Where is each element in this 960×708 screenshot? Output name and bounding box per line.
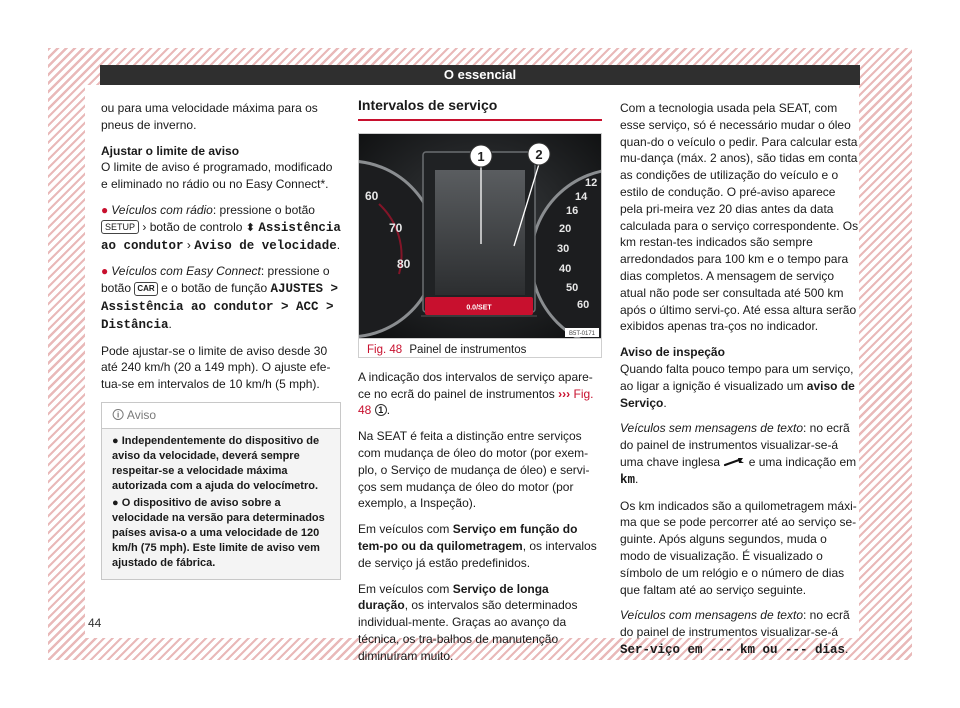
figure-code: B5T-0171: [568, 330, 596, 337]
paragraph: Com a tecnologia usada pela SEAT, com esse serviço, só é necessário mudar o óleo quan-do o veículo o pedir. Para calcular esta mu-dança (máx. 2 anos), são tidas em conta as condições de utilização do veículo e o estilo de condução. O pré-aviso aparece pela pri-meira vez 20 dias antes da data calculada para o serviço correspondente. Os km restan-tes indicados são sempre arredondados para 100 km e o tempo para dias completos. A mensagem de serviço atual não pode ser consultada até 500 km após o último servi-ço. Até essa altura serão exibidos apenas tra-ços no indicador.: [620, 101, 859, 334]
dial-tick-label: 50: [566, 281, 579, 294]
column-1: [101, 100, 341, 580]
paragraph: Em veículos com Serviço de longa duração, os intervalos são determinados individual-mente. Graças ao avanço da técnica, os tra-balhos de manutenção diminuíram muito.: [358, 581, 578, 663]
chapter-header: O essencial: [100, 65, 860, 85]
dial-tick-label: 20: [559, 222, 572, 235]
dial-tick-label: 14: [575, 190, 588, 203]
dial-tick-label: 12: [585, 176, 598, 189]
section-title: Intervalos de serviço: [358, 97, 602, 121]
speedometer-tick-label: 70: [389, 220, 403, 235]
figure-instrument-panel: [358, 133, 602, 358]
paragraph: Quando falta pouco tempo para um serviço, ao ligar a ignição é visualizado um aviso de Serviço.: [620, 361, 855, 410]
bullet-easy-connect: ● Veículos com Easy Connect: pressione o botão CAR e o botão de função AJUSTES > Assistência ao condutor > ACC > Distância.: [101, 264, 339, 332]
dial-tick-label: 40: [559, 262, 572, 275]
wrench-icon: [723, 457, 745, 467]
speedometer-tick-label: 60: [365, 188, 379, 203]
callout-reference-1: 1: [375, 404, 387, 416]
bullet-radio: ● Veículos com rádio: pressione o botão SETUP › botão de controlo ⬍ Assistência ao condutor › Aviso de velocidade.: [101, 202, 341, 253]
notice-header: 🛈 Aviso: [102, 403, 340, 429]
notice-item: ● Independentemente do dispositivo de aviso da velocidade, deverá sempre respeitar-se a velocidade máxima autorizada com a ajuda do velocímetro.: [112, 434, 320, 492]
paragraph: O limite de aviso é programado, modificado e eliminado no rádio ou no Easy Connect*.: [101, 160, 333, 192]
page-number: 44: [88, 616, 102, 630]
svg-text:1: 1: [477, 148, 485, 164]
paragraph: Veículos sem mensagens de texto: no ecrã do painel de instrumentos visualizar-se-á uma chave inglesa e uma indicação em km.: [620, 421, 857, 487]
center-display-screen: [435, 170, 525, 295]
display-text: 0.0/SET: [466, 304, 492, 312]
paragraph: Em veículos com Serviço em função do tem-po ou da quilometragem, os intervalos de serviço já estão predefinidos.: [358, 522, 597, 570]
figure-caption: Fig. 48 Painel de instrumentos: [359, 338, 601, 357]
notice-box: [101, 402, 341, 580]
notice-body: [102, 429, 340, 579]
bullet-icon: ●: [101, 202, 109, 217]
car-key-icon: CAR: [134, 282, 157, 296]
instrument-panel-illustration: [359, 134, 601, 338]
bullet-icon: ●: [112, 434, 122, 447]
speedometer-tick-label: 80: [397, 256, 411, 271]
column-3: [620, 100, 860, 668]
intro-text: ou para uma velocidade máxima para os pneus de inverno.: [101, 101, 318, 132]
paragraph: Na SEAT é feita a distinção entre serviços com mudança de óleo do motor (por exem-plo, o Serviço de mudança de óleo) e servi-ços sem mudança de óleo do motor (por exemplo, a Inspeção).: [358, 429, 590, 511]
dial-tick-label: 16: [566, 204, 579, 217]
info-icon: 🛈: [112, 407, 125, 422]
paragraph: Pode ajustar-se o limite de aviso desde 30 até 240 km/h (20 a 149 mph). O ajuste efe-tua-se em intervalos de 10 km/h (5 mph).: [101, 343, 331, 392]
bullet-icon: ●: [101, 264, 109, 279]
paragraph: Veículos com mensagens de texto: no ecrã do painel de instrumentos visualizar-se-á Ser-viço em --- km ou --- dias.: [620, 608, 850, 657]
setup-key-icon: SETUP: [101, 220, 139, 234]
bullet-icon: ●: [112, 496, 122, 509]
subheading-inspection-warning: Aviso de inspeção: [620, 345, 725, 360]
paragraph: A indicação dos intervalos de serviço apare-ce no ecrã do painel de instrumentos ››› Fig. 48 1 .: [358, 369, 594, 418]
figure-reference-link[interactable]: ››› Fig. 48: [358, 386, 594, 418]
dial-tick-label: 30: [557, 242, 570, 255]
svg-text:2: 2: [535, 146, 543, 162]
notice-item: ● O dispositivo de aviso sobre a velocidade na versão para determinados países avisa-o a uma velocidade de 120 km/h (75 mph). Este limite de aviso vem ajustado de fábrica.: [112, 496, 325, 569]
paragraph: Os km indicados são a quilometragem máxi-ma que se pode percorrer até ao serviço se-guinte. Após alguns segundos, muda o modo de visualização. É visualizado o símbolo de um relógio e o número de dias que faltam até ao serviço seguinte.: [620, 498, 857, 597]
subheading-warning-limit: Ajustar o limite de aviso: [101, 143, 240, 158]
up-down-arrows-icon: ⬍: [245, 221, 255, 234]
column-2: [358, 97, 602, 674]
dial-tick-label: 60: [577, 298, 590, 311]
